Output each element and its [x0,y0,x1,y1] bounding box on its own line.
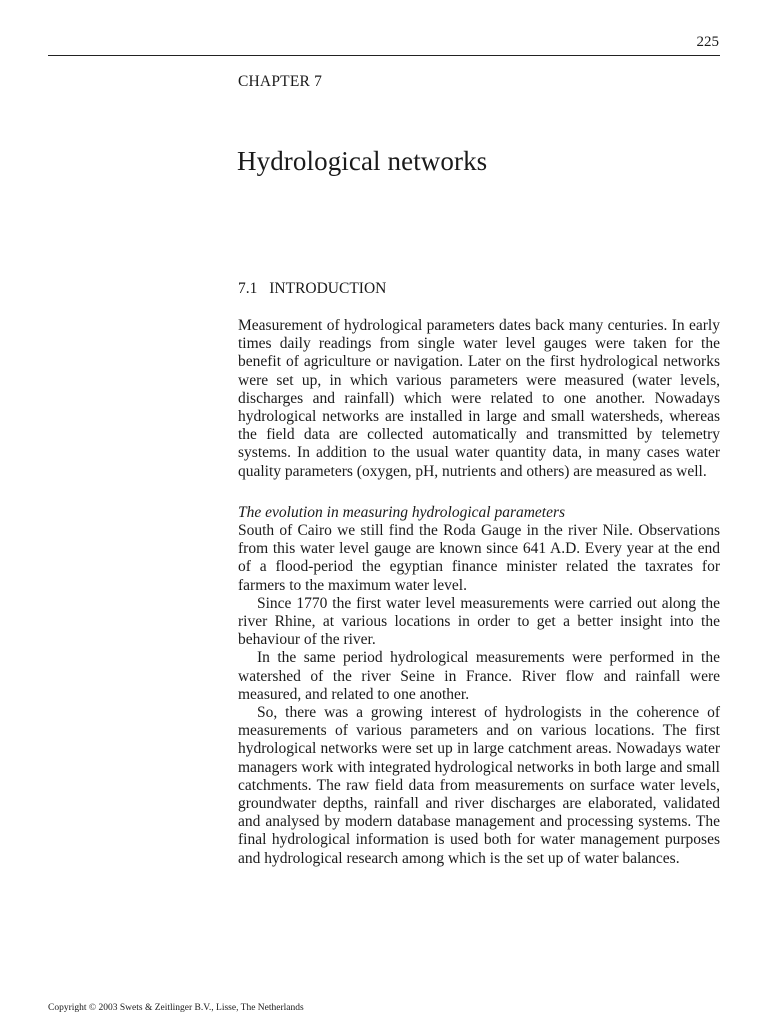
header-rule [48,55,720,56]
section-title: INTRODUCTION [269,280,387,297]
section-heading [238,280,386,298]
paragraph-rhine: Since 1770 the first water level measurements were carried out along the river Rhine, at various locations in order to get a better insight into the behaviour of the river. [238,594,720,649]
page-number: 225 [696,34,719,50]
paragraph-roda-gauge: South of Cairo we still find the Roda Gauge in the river Nile. Observations from this water level gauge are known since 641 A.D. Every year at the end of a flood-period the egyptian finance minister related the taxrates for farmers to the maximum water level. [238,522,720,594]
intro-paragraph: Measurement of hydrological parameters dates back many centuries. In early times daily readings from single water level gauges were taken for the benefit of agriculture or navigation. Later on the first hydrological networks were set up, in which various parameters were measured (water levels, discharges and rainfall) which were related to one another. Nowadays hydrological networks are installed in large and small watersheds, whereas the field data are collected automatically and transmitted by telemetry systems. In addition to the usual water quantity data, in many cases water quality parameters (oxygen, pH, nutrients and others) are measured as well. [238,317,720,480]
section-number: 7.1 [238,280,258,297]
paragraph-seine: In the same period hydrological measurements were performed in the watershed of the river Seine in France. River flow and rainfall were measured, and related to one another. [238,649,720,703]
paragraph-networks: So, there was a growing interest of hydrologists in the coherence of measurements of various parameters and on various locations. The first hydrological networks were set up in large catchment areas. Nowadays water managers work with integrated hydrological networks in both large and small catchments. The raw field data from measurements on surface water levels, groundwater depths, rainfall and river discharges are elaborated, validated and analysed by modern database management and processing systems. The final hydrological information is used both for water management purposes and hydrological research among which is the set up of water balances. [238,704,720,867]
body-text [238,317,720,868]
chapter-label: CHAPTER 7 [238,73,323,90]
copyright-notice: Copyright © 2003 Swets & Zeitlinger B.V., Lisse, The Netherlands [48,1003,304,1013]
chapter-title: Hydrological networks [237,146,488,176]
subsection-heading: The evolution in measuring hydrological parameters [238,503,566,521]
